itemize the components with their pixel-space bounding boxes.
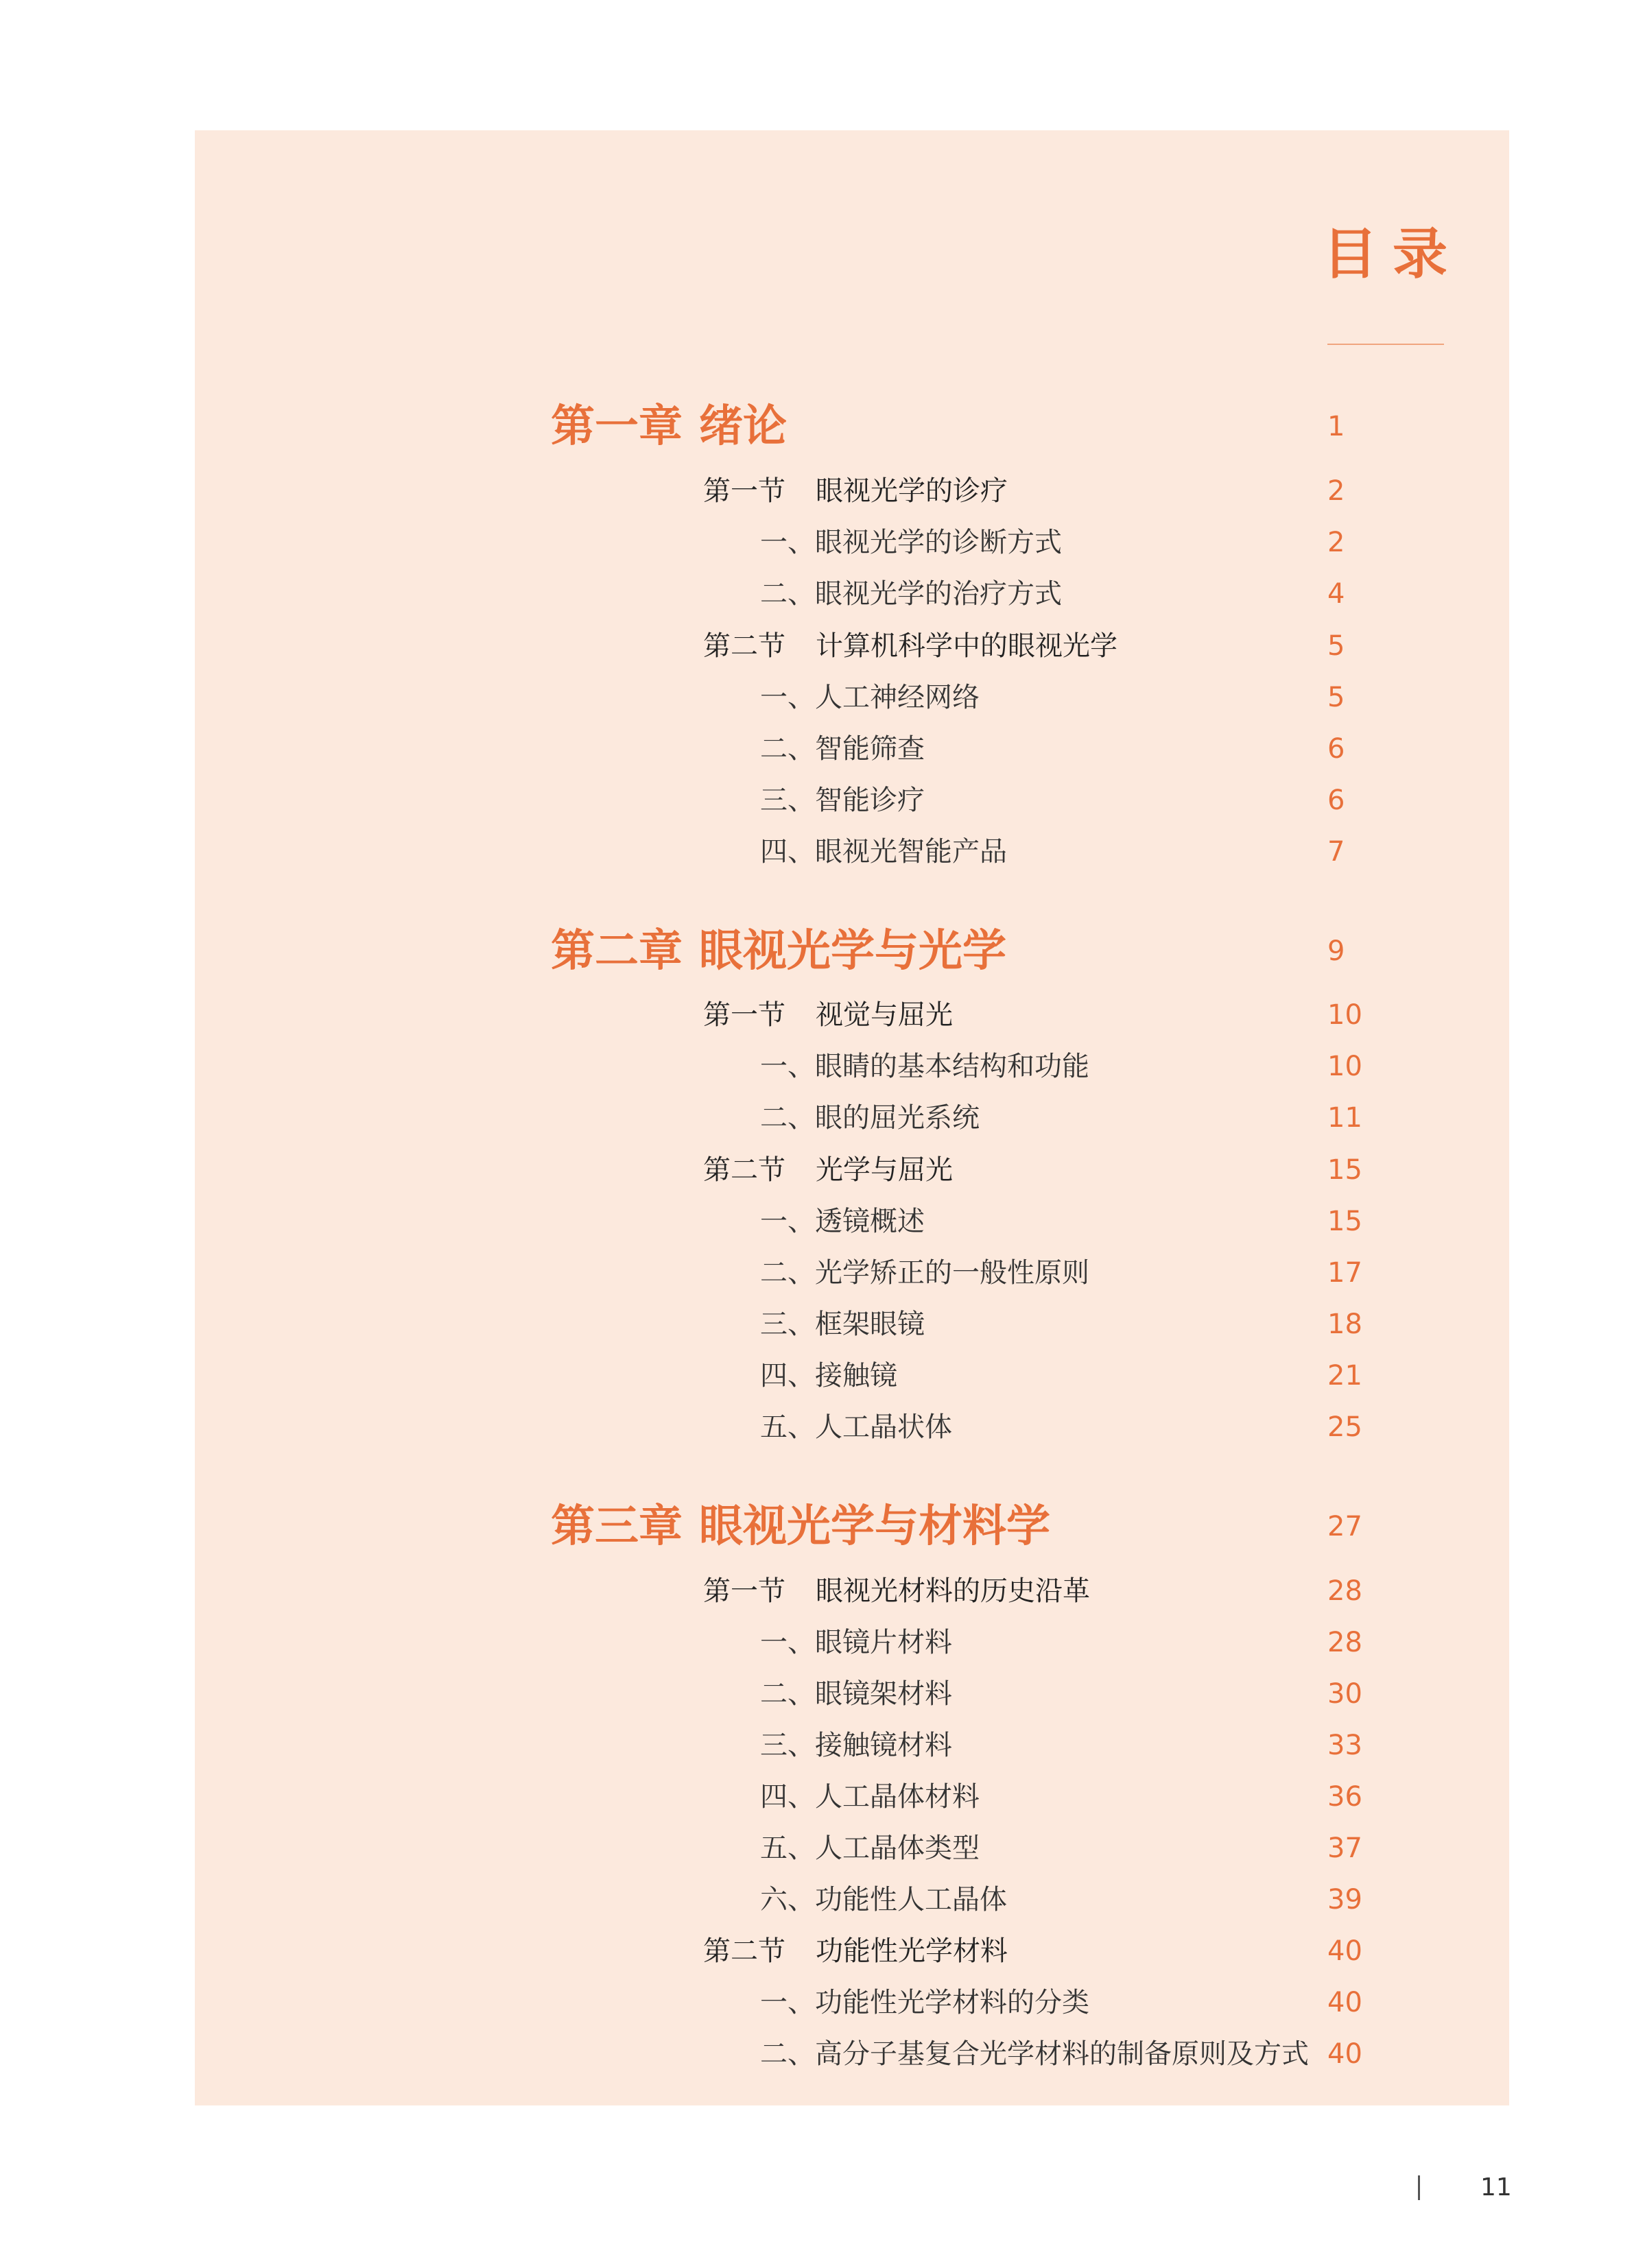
chapter-label bbox=[551, 925, 1006, 977]
section-name: 眼视光材料的历史沿革 bbox=[816, 1575, 1090, 1607]
section-label bbox=[703, 1577, 1090, 1605]
item-page-number: 30 bbox=[1327, 1678, 1362, 1710]
item-label: 三、框架眼镜 bbox=[760, 1309, 925, 1340]
item-page-number: 18 bbox=[1327, 1309, 1362, 1340]
section-label bbox=[703, 632, 1117, 660]
chapter-name: 眼视光学与光学 bbox=[699, 925, 1006, 977]
chapter-label bbox=[551, 1501, 1050, 1552]
item-page-number: 37 bbox=[1327, 1833, 1362, 1864]
section-page-number: 15 bbox=[1327, 1154, 1362, 1186]
chapter-number: 第三章 bbox=[551, 1501, 683, 1552]
item-label: 五、人工晶体类型 bbox=[760, 1833, 980, 1864]
item-label: 四、人工晶体材料 bbox=[760, 1781, 980, 1813]
section-label bbox=[703, 477, 1008, 505]
item-label: 一、人工神经网络 bbox=[760, 682, 980, 713]
title-divider bbox=[1327, 344, 1444, 345]
item-page-number: 40 bbox=[1327, 1987, 1362, 2018]
item-label: 二、眼视光学的治疗方式 bbox=[760, 578, 1062, 610]
item-page-number: 10 bbox=[1327, 1051, 1362, 1082]
item-page-number: 7 bbox=[1327, 836, 1345, 868]
section-number: 第二节 bbox=[703, 1154, 785, 1186]
section-label bbox=[703, 1156, 953, 1184]
item-page-number: 33 bbox=[1327, 1730, 1362, 1761]
section-number: 第一节 bbox=[703, 1575, 785, 1607]
item-page-number: 5 bbox=[1327, 682, 1345, 713]
chapter-page-number: 9 bbox=[1327, 935, 1345, 967]
chapter-page-number: 1 bbox=[1327, 411, 1345, 442]
item-page-number: 2 bbox=[1327, 527, 1345, 558]
item-label: 一、功能性光学材料的分类 bbox=[760, 1987, 1089, 2018]
section-name: 计算机科学中的眼视光学 bbox=[816, 630, 1117, 662]
item-label: 二、眼镜架材料 bbox=[760, 1678, 952, 1710]
item-page-number: 6 bbox=[1327, 785, 1345, 816]
chapter-number: 第一章 bbox=[551, 401, 683, 452]
section-page-number: 40 bbox=[1327, 1935, 1362, 1967]
item-label: 二、眼的屈光系统 bbox=[760, 1102, 980, 1134]
toc-title: 目录 bbox=[1323, 222, 1463, 286]
item-page-number: 4 bbox=[1327, 578, 1345, 610]
chapter-label bbox=[551, 401, 787, 452]
chapter-page-number: 27 bbox=[1327, 1511, 1362, 1542]
item-page-number: 15 bbox=[1327, 1206, 1362, 1237]
item-page-number: 21 bbox=[1327, 1360, 1362, 1392]
item-page-number: 6 bbox=[1327, 733, 1345, 765]
item-label: 一、眼镜片材料 bbox=[760, 1627, 952, 1658]
section-page-number: 5 bbox=[1327, 630, 1345, 662]
chapter-name: 绪论 bbox=[699, 401, 787, 452]
section-name: 光学与屈光 bbox=[816, 1154, 953, 1186]
chapter-number: 第二章 bbox=[551, 925, 683, 977]
section-number: 第二节 bbox=[703, 1935, 785, 1967]
item-label: 二、智能筛查 bbox=[760, 733, 925, 765]
section-name: 眼视光学的诊疗 bbox=[816, 475, 1008, 507]
item-page-number: 40 bbox=[1327, 2038, 1362, 2070]
section-number: 第二节 bbox=[703, 630, 785, 662]
section-label bbox=[703, 1001, 953, 1029]
section-number: 第一节 bbox=[703, 999, 785, 1031]
item-label: 二、高分子基复合光学材料的制备原则及方式 bbox=[760, 2038, 1309, 2070]
item-label: 四、接触镜 bbox=[760, 1360, 897, 1392]
item-label: 一、透镜概述 bbox=[760, 1206, 925, 1237]
item-label: 一、眼视光学的诊断方式 bbox=[760, 527, 1062, 558]
item-page-number: 39 bbox=[1327, 1884, 1362, 1915]
item-label: 三、接触镜材料 bbox=[760, 1730, 952, 1761]
item-label: 四、眼视光智能产品 bbox=[760, 836, 1007, 868]
item-label: 三、智能诊疗 bbox=[760, 785, 925, 816]
item-label: 二、光学矫正的一般性原则 bbox=[760, 1257, 1089, 1289]
item-page-number: 17 bbox=[1327, 1257, 1362, 1289]
chapter-name: 眼视光学与材料学 bbox=[699, 1501, 1050, 1552]
item-page-number: 28 bbox=[1327, 1627, 1362, 1658]
section-page-number: 2 bbox=[1327, 475, 1345, 507]
item-label: 六、功能性人工晶体 bbox=[760, 1884, 1007, 1915]
section-label bbox=[703, 1937, 1008, 1965]
section-name: 功能性光学材料 bbox=[816, 1935, 1008, 1967]
item-label: 一、眼睛的基本结构和功能 bbox=[760, 1051, 1089, 1082]
section-page-number: 28 bbox=[1327, 1575, 1362, 1607]
page-number: 11 bbox=[1480, 2173, 1512, 2201]
section-number: 第一节 bbox=[703, 475, 785, 507]
folio-divider bbox=[1418, 2175, 1420, 2200]
item-page-number: 25 bbox=[1327, 1411, 1362, 1443]
section-name: 视觉与屈光 bbox=[816, 999, 953, 1031]
item-page-number: 36 bbox=[1327, 1781, 1362, 1813]
item-page-number: 11 bbox=[1327, 1102, 1362, 1134]
item-label: 五、人工晶状体 bbox=[760, 1411, 952, 1443]
section-page-number: 10 bbox=[1327, 999, 1362, 1031]
